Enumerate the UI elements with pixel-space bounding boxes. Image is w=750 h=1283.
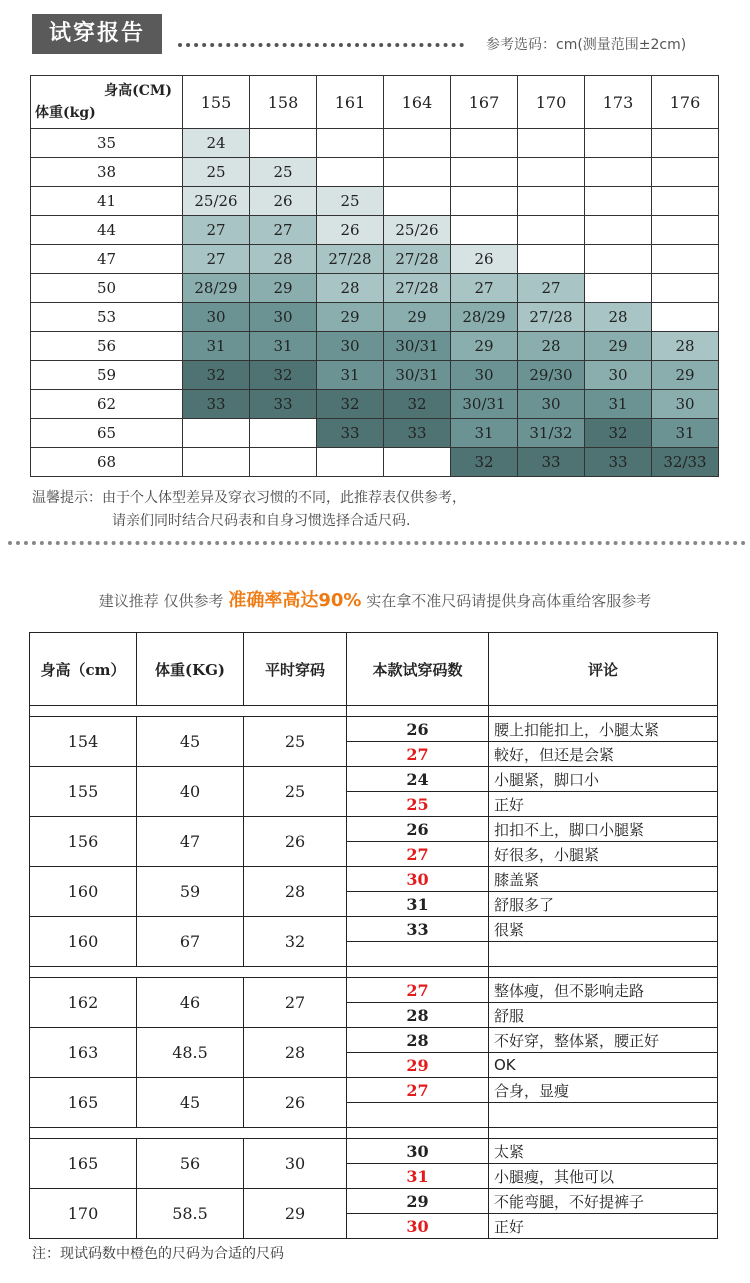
trial-usual-size: 25 xyxy=(244,717,347,767)
size-cell xyxy=(585,187,652,216)
size-cell: 30 xyxy=(652,390,719,419)
size-cell xyxy=(518,187,585,216)
trial-usual-size: 29 xyxy=(244,1189,347,1239)
trial-spacer-row xyxy=(30,967,718,978)
height-column-header: 158 xyxy=(250,76,317,129)
trial-comment: 正好 xyxy=(489,1214,718,1239)
size-cell: 33 xyxy=(183,390,250,419)
size-cell: 32 xyxy=(317,390,384,419)
size-cell: 30/31 xyxy=(451,390,518,419)
size-cell: 29 xyxy=(317,303,384,332)
weight-row-header: 56 xyxy=(31,332,183,361)
size-cell: 31 xyxy=(585,390,652,419)
trial-comment: 整体瘦，但不影响走路 xyxy=(489,978,718,1003)
trial-comment: 好很多，小腿紧 xyxy=(489,842,718,867)
trial-size: 29 xyxy=(347,1053,489,1078)
height-column-header: 176 xyxy=(652,76,719,129)
size-cell: 30/31 xyxy=(384,332,451,361)
size-chart-header-row xyxy=(31,76,719,129)
trial-row xyxy=(30,1189,718,1214)
trial-weight: 45 xyxy=(137,717,244,767)
size-cell: 25 xyxy=(183,158,250,187)
trial-usual-size: 26 xyxy=(244,817,347,867)
size-cell: 27 xyxy=(250,216,317,245)
size-cell xyxy=(518,216,585,245)
size-cell xyxy=(585,274,652,303)
size-cell: 30 xyxy=(183,303,250,332)
size-cell: 30 xyxy=(317,332,384,361)
trial-spacer-row xyxy=(30,706,718,717)
trial-weight: 56 xyxy=(137,1139,244,1189)
trial-comment: 很紧 xyxy=(489,917,718,942)
size-cell: 30/31 xyxy=(384,361,451,390)
trial-comment: OK xyxy=(489,1053,718,1078)
size-cell: 33 xyxy=(518,448,585,477)
weight-row-header: 62 xyxy=(31,390,183,419)
size-cell xyxy=(384,158,451,187)
size-cell xyxy=(518,158,585,187)
size-cell xyxy=(585,158,652,187)
size-cell: 29 xyxy=(250,274,317,303)
size-cell: 31/32 xyxy=(518,419,585,448)
trial-comment: 太紧 xyxy=(489,1139,718,1164)
size-chart-row xyxy=(31,303,719,332)
size-cell xyxy=(250,129,317,158)
size-cell: 32 xyxy=(451,448,518,477)
trial-weight: 45 xyxy=(137,1078,244,1128)
trial-comment: 較好，但还是会紧 xyxy=(489,742,718,767)
trial-row xyxy=(30,817,718,842)
recommendation-line xyxy=(0,586,750,612)
trial-height: 165 xyxy=(30,1078,137,1128)
height-column-header: 170 xyxy=(518,76,585,129)
size-cell xyxy=(518,129,585,158)
col-header-weight: 体重(KG) xyxy=(137,633,244,706)
header-divider xyxy=(178,43,464,47)
trial-row xyxy=(30,717,718,742)
size-cell: 26 xyxy=(317,216,384,245)
trial-row xyxy=(30,1139,718,1164)
col-header-trial-size: 本款试穿码数 xyxy=(347,633,489,706)
size-cell: 32 xyxy=(183,361,250,390)
spacer-cell xyxy=(489,706,718,717)
trial-size: 30 xyxy=(347,1139,489,1164)
trial-comment: 舒服多了 xyxy=(489,892,718,917)
trial-row xyxy=(30,767,718,792)
size-cell: 27 xyxy=(183,245,250,274)
trial-size: 26 xyxy=(347,817,489,842)
size-chart-row xyxy=(31,390,719,419)
trial-height: 155 xyxy=(30,767,137,817)
recommendation-text-before: 建议推荐 仅供参考 xyxy=(98,592,229,610)
trial-comment xyxy=(489,1103,718,1128)
spacer-cell xyxy=(489,967,718,978)
size-cell: 29 xyxy=(652,361,719,390)
size-cell xyxy=(317,129,384,158)
size-cell xyxy=(585,216,652,245)
weight-row-header: 44 xyxy=(31,216,183,245)
trial-weight: 46 xyxy=(137,978,244,1028)
trial-size: 28 xyxy=(347,1028,489,1053)
trial-comment: 不好穿，整体紧，腰正好 xyxy=(489,1028,718,1053)
size-cell: 31 xyxy=(183,332,250,361)
trial-height: 160 xyxy=(30,867,137,917)
size-cell: 29 xyxy=(451,332,518,361)
weight-row-header: 53 xyxy=(31,303,183,332)
size-cell xyxy=(451,158,518,187)
size-cell: 33 xyxy=(250,390,317,419)
trial-size: 27 xyxy=(347,978,489,1003)
size-cell xyxy=(451,216,518,245)
trial-size xyxy=(347,1103,489,1128)
size-cell: 27 xyxy=(451,274,518,303)
size-chart-row xyxy=(31,129,719,158)
size-cell xyxy=(652,216,719,245)
size-cell: 26 xyxy=(451,245,518,274)
size-cell: 31 xyxy=(451,419,518,448)
trial-size: 25 xyxy=(347,792,489,817)
weight-row-header: 50 xyxy=(31,274,183,303)
spacer-cell xyxy=(347,706,489,717)
size-cell: 25 xyxy=(317,187,384,216)
height-column-header: 167 xyxy=(451,76,518,129)
size-cell xyxy=(250,419,317,448)
trial-usual-size: 28 xyxy=(244,867,347,917)
recommendation-text-after: 实在拿不准尺码请提供身高体重给客服参考 xyxy=(361,592,652,610)
height-column-header: 173 xyxy=(585,76,652,129)
size-cell: 31 xyxy=(250,332,317,361)
trial-size: 30 xyxy=(347,867,489,892)
weight-row-header: 35 xyxy=(31,129,183,158)
height-column-header: 164 xyxy=(384,76,451,129)
trial-comment: 扣扣不上，脚口小腿紧 xyxy=(489,817,718,842)
col-header-comment: 评论 xyxy=(489,633,718,706)
size-cell: 32 xyxy=(250,361,317,390)
size-cell: 33 xyxy=(585,448,652,477)
trial-size: 33 xyxy=(347,917,489,942)
size-cell: 27/28 xyxy=(384,245,451,274)
size-cell xyxy=(317,448,384,477)
trial-comment: 正好 xyxy=(489,792,718,817)
size-cell xyxy=(384,129,451,158)
weight-row-header: 65 xyxy=(31,419,183,448)
trial-size: 27 xyxy=(347,842,489,867)
trial-size: 31 xyxy=(347,1164,489,1189)
size-cell: 33 xyxy=(317,419,384,448)
trial-size: 30 xyxy=(347,1214,489,1239)
trial-comment: 腰上扣能扣上，小腿太紧 xyxy=(489,717,718,742)
size-cell xyxy=(384,187,451,216)
trial-row xyxy=(30,917,718,942)
size-chart-row xyxy=(31,419,719,448)
size-cell: 30 xyxy=(451,361,518,390)
size-cell xyxy=(652,158,719,187)
size-cell: 32 xyxy=(585,419,652,448)
size-cell: 28 xyxy=(585,303,652,332)
trial-weight: 58.5 xyxy=(137,1189,244,1239)
trial-size: 29 xyxy=(347,1189,489,1214)
trial-comment: 小腿瘦，其他可以 xyxy=(489,1164,718,1189)
trial-size: 27 xyxy=(347,1078,489,1103)
size-cell: 27/28 xyxy=(518,303,585,332)
height-column-header: 161 xyxy=(317,76,384,129)
size-cell: 25 xyxy=(250,158,317,187)
trial-height: 162 xyxy=(30,978,137,1028)
trial-comment: 小腿紧，脚口小 xyxy=(489,767,718,792)
accuracy-highlight: 准确率高达90% xyxy=(228,590,362,611)
size-cell xyxy=(585,129,652,158)
size-chart-row xyxy=(31,187,719,216)
height-column-header: 155 xyxy=(183,76,250,129)
trial-usual-size: 28 xyxy=(244,1028,347,1078)
size-cell: 32/33 xyxy=(652,448,719,477)
trial-usual-size: 27 xyxy=(244,978,347,1028)
spacer-cell xyxy=(30,706,347,717)
trial-weight: 67 xyxy=(137,917,244,967)
col-header-height: 身高（cm） xyxy=(30,633,137,706)
size-cell xyxy=(585,245,652,274)
size-cell: 28 xyxy=(317,274,384,303)
size-chart-row xyxy=(31,361,719,390)
spacer-cell xyxy=(347,1128,489,1139)
size-cell: 29 xyxy=(384,303,451,332)
trial-usual-size: 25 xyxy=(244,767,347,817)
trial-height: 165 xyxy=(30,1139,137,1189)
trial-height: 154 xyxy=(30,717,137,767)
trial-height: 163 xyxy=(30,1028,137,1078)
report-title: 试穿报告 xyxy=(32,14,162,54)
trial-weight: 48.5 xyxy=(137,1028,244,1078)
size-chart-row xyxy=(31,245,719,274)
trial-weight: 40 xyxy=(137,767,244,817)
size-cell xyxy=(652,187,719,216)
size-chart-corner xyxy=(31,76,183,129)
size-cell: 25/26 xyxy=(384,216,451,245)
trial-height: 160 xyxy=(30,917,137,967)
weight-axis-label: 体重(kg) xyxy=(35,105,96,121)
trial-size: 26 xyxy=(347,717,489,742)
trial-comment: 不能弯腿，不好提裤子 xyxy=(489,1189,718,1214)
trial-comment xyxy=(489,942,718,967)
trial-usual-size: 32 xyxy=(244,917,347,967)
trial-comment: 合身，显瘦 xyxy=(489,1078,718,1103)
trial-size: 27 xyxy=(347,742,489,767)
size-cell: 27/28 xyxy=(384,274,451,303)
size-cell xyxy=(250,448,317,477)
size-cell: 29 xyxy=(585,332,652,361)
weight-row-header: 47 xyxy=(31,245,183,274)
trial-size xyxy=(347,942,489,967)
size-cell xyxy=(652,274,719,303)
spacer-cell xyxy=(489,1128,718,1139)
size-cell: 32 xyxy=(384,390,451,419)
trial-weight: 47 xyxy=(137,817,244,867)
size-cell: 27 xyxy=(518,274,585,303)
size-cell: 33 xyxy=(384,419,451,448)
trial-height: 170 xyxy=(30,1189,137,1239)
size-cell: 28 xyxy=(518,332,585,361)
weight-row-header: 68 xyxy=(31,448,183,477)
size-cell xyxy=(183,448,250,477)
size-cell: 31 xyxy=(317,361,384,390)
size-chart-row xyxy=(31,158,719,187)
trial-usual-size: 30 xyxy=(244,1139,347,1189)
height-axis-label: 身高(CM) xyxy=(104,83,172,99)
size-cell xyxy=(451,187,518,216)
trial-usual-size: 26 xyxy=(244,1078,347,1128)
spacer-cell xyxy=(347,967,489,978)
trial-size: 28 xyxy=(347,1003,489,1028)
tip-line-1: 温馨提示：由于个人体型差异及穿衣习惯的不同，此推荐表仅供参考， xyxy=(32,490,466,506)
size-cell xyxy=(518,245,585,274)
trial-spacer-row xyxy=(30,1128,718,1139)
size-cell: 27 xyxy=(183,216,250,245)
trial-height: 156 xyxy=(30,817,137,867)
size-cell xyxy=(652,129,719,158)
size-cell: 25/26 xyxy=(183,187,250,216)
size-cell: 26 xyxy=(250,187,317,216)
footnote: 注：现试码数中橙色的尺码为合适的尺码 xyxy=(32,1246,284,1262)
weight-row-header: 59 xyxy=(31,361,183,390)
size-cell: 28/29 xyxy=(451,303,518,332)
spacer-cell xyxy=(30,1128,347,1139)
trial-report-table xyxy=(29,632,718,1239)
weight-row-header: 41 xyxy=(31,187,183,216)
size-cell: 31 xyxy=(652,419,719,448)
trial-comment: 膝盖紧 xyxy=(489,867,718,892)
reference-note: 参考选码：cm(测量范围±2cm) xyxy=(486,37,687,53)
trial-row xyxy=(30,1078,718,1103)
size-cell: 24 xyxy=(183,129,250,158)
size-cell xyxy=(317,158,384,187)
size-chart-row xyxy=(31,332,719,361)
col-header-usual-size: 平时穿码 xyxy=(244,633,347,706)
trial-size: 24 xyxy=(347,767,489,792)
size-chart-row xyxy=(31,448,719,477)
size-cell xyxy=(451,129,518,158)
weight-row-header: 38 xyxy=(31,158,183,187)
trial-row xyxy=(30,1028,718,1053)
size-cell xyxy=(652,303,719,332)
size-cell: 30 xyxy=(585,361,652,390)
trial-comment: 舒服 xyxy=(489,1003,718,1028)
size-chart-row xyxy=(31,216,719,245)
size-cell: 28/29 xyxy=(183,274,250,303)
trial-row xyxy=(30,978,718,1003)
size-cell: 30 xyxy=(518,390,585,419)
trial-row xyxy=(30,867,718,892)
trial-size: 31 xyxy=(347,892,489,917)
tip-line-2: 请亲们同时结合尺码表和自身习惯选择合适尺码. xyxy=(112,513,411,529)
size-cell: 29/30 xyxy=(518,361,585,390)
trial-header-row xyxy=(30,633,718,706)
size-cell xyxy=(652,245,719,274)
section-divider xyxy=(8,541,746,545)
size-cell xyxy=(384,448,451,477)
size-chart-table xyxy=(30,75,719,477)
trial-weight: 59 xyxy=(137,867,244,917)
size-cell: 28 xyxy=(250,245,317,274)
size-cell: 30 xyxy=(250,303,317,332)
size-chart-row xyxy=(31,274,719,303)
spacer-cell xyxy=(30,967,347,978)
size-cell: 27/28 xyxy=(317,245,384,274)
size-cell: 28 xyxy=(652,332,719,361)
size-cell xyxy=(183,419,250,448)
